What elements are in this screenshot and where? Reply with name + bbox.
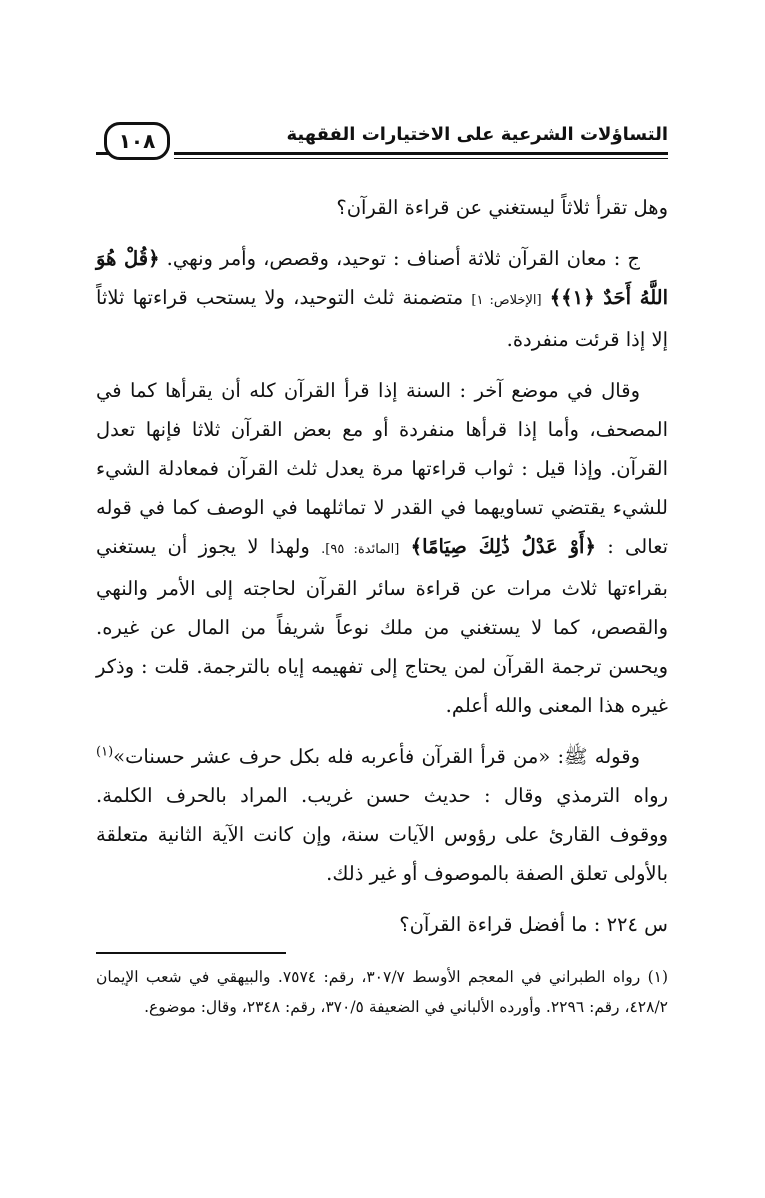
paragraph-next-question [96, 905, 668, 944]
paragraph-other-position [96, 371, 668, 725]
hadith-commentary: رواه الترمذي وقال : حديث حسن غريب. المراد بالحرف الكلمة. ووقوف القارئ على رؤوس الآيات سنة، وإن كانت الآية الثانية متعلقة بالأولى تعلق الصفة بالموصوف أو غير ذلك. [96, 784, 668, 885]
header-rule-thin [174, 158, 668, 159]
book-title: التساؤلات الشرعية على الاختيارات الفقهية [286, 124, 668, 145]
question-text: وهل تقرأ ثلاثاً ليستغني عن قراءة القرآن؟ [336, 196, 668, 219]
main-text [96, 188, 668, 956]
page-number-rule [96, 152, 110, 155]
other-position-text: وقال في موضع آخر : السنة إذا قرأ القرآن كله أن يقرأها كما في المصحف، وأما إذا قرأها منفردة أو مع بعض القرآن ثلاثا فإنها تعدل القرآن. وإذا قيل : ثواب قراءتها مرة يعدل ثلث القرآن فمعادلة الشيء للشيء يقتضي تساويهما في القدر لا تماثلهما في الوصف كما في قوله تعالى : [96, 379, 669, 558]
answer-continuation: متضمنة ثلث التوحيد، ولا يستحب قراءتها ثلاثاً إلا إذا قرئت منفردة. [96, 286, 668, 351]
other-position-continuation: ولهذا لا يجوز أن يستغني بقراءتها ثلاث مرات عن قراءة سائر القرآن لحاجته إلى الأمر والنهي والقصص، كما لا يستغني من ملك نوعاً شريفاً من المال عن غيره. ويحسن ترجمة القرآن لمن يحتاج إلى تفهيمه إياه بالترجمة. قلت : وذكر غيره هذا المعنى والله أعلم. [96, 535, 668, 717]
next-question-text: س ٢٢٤ : ما أفضل قراءة القرآن؟ [399, 913, 668, 936]
page-number: ١٠٨ [104, 122, 170, 160]
quran-verse-ikhlas: ﴿قُلْ هُوَ اللَّهُ أَحَدٌ ﴿١﴾﴾ [96, 247, 669, 309]
quran-verse-maidah: ﴿أَوْ عَدْلُ ذَٰلِكَ صِيَامًا﴾ [410, 535, 596, 558]
answer-intro: ج : معان القرآن ثلاثة أصناف : توحيد، وقصص، وأمر ونهي. [166, 247, 640, 270]
hadith-text: وقوله ﷺ: «من قرأ القرآن فأعربه فله بكل حرف عشر حسنات» [113, 745, 640, 768]
paragraph-answer [96, 239, 668, 359]
header-rule [174, 152, 668, 155]
footnote [96, 962, 668, 1022]
verse-reference-maidah: [المائدة: ٩٥]. [321, 542, 400, 557]
footnote-text: (١) رواه الطبراني في المعجم الأوسط ٣٠٧/٧، رقم: ٧٥٧٤. والبيهقي في شعب الإيمان ٤٢٨/٢، رقم: ٢٢٩٦. وأورده الألباني في الضعيفة ٣٧٠/٥، رقم: ٢٣٤٨، وقال: موضوع. [96, 968, 669, 1016]
footnote-marker[interactable]: (١) [96, 744, 114, 760]
verse-reference-ikhlas: [الإخلاص: ١] [471, 293, 542, 308]
paragraph-hadith [96, 737, 668, 893]
footnote-separator [96, 952, 286, 954]
page-header [96, 118, 668, 174]
paragraph-question [96, 188, 668, 227]
